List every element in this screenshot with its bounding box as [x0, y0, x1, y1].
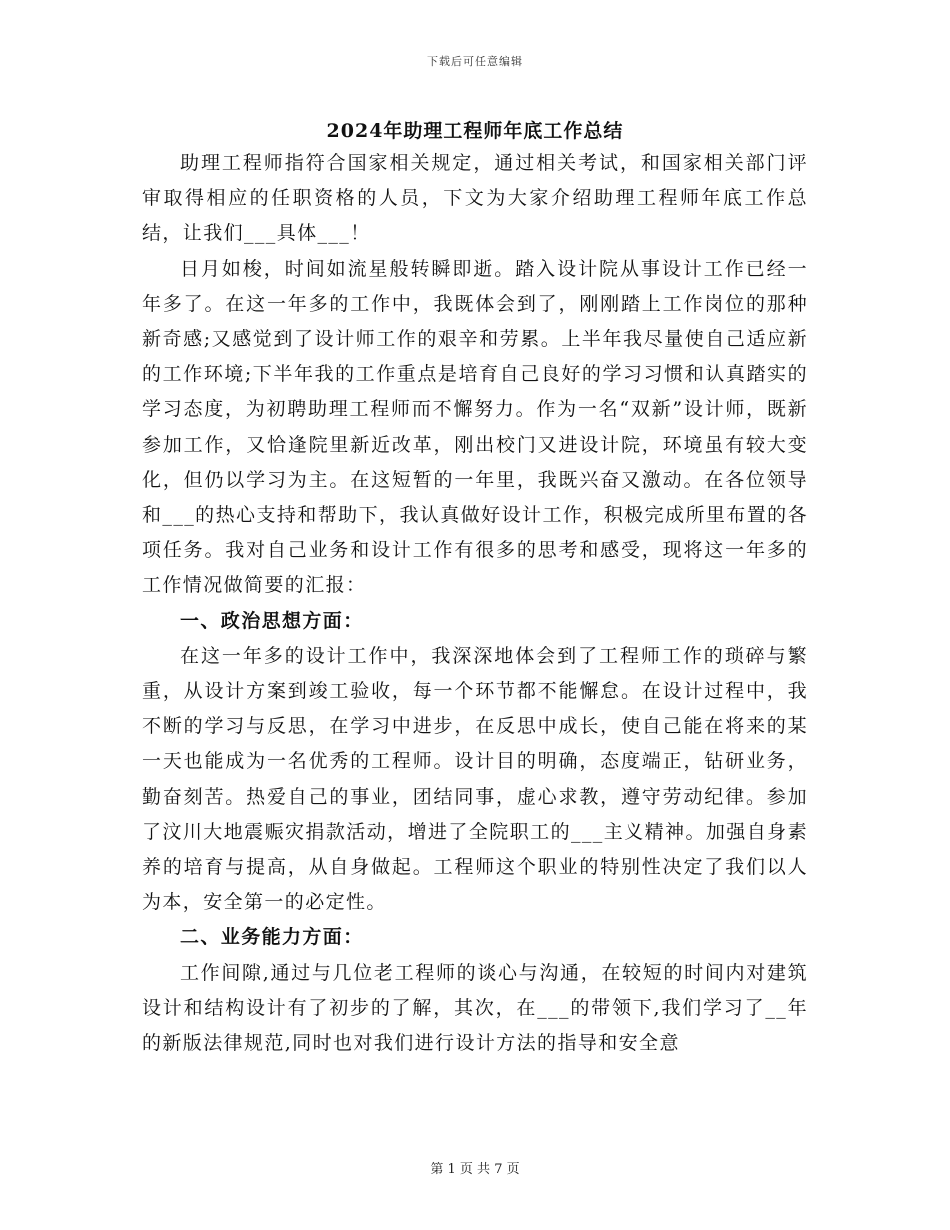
- section-text-business: 工作间隙,通过与几位老工程师的谈心与沟通，在较短的时间内对建筑设计和结构设计有了初步的了解，其次，在___的带领下,我们学习了__年的新版法律规范,同时也对我们进行设计方法的指导和安全意: [142, 961, 808, 1055]
- section-heading-business: 二、业务能力方面：: [180, 926, 364, 949]
- document-body: [142, 146, 808, 1061]
- summary-paragraph: 日月如梭，时间如流星般转瞬即逝。踏入设计院从事设计工作已经一年多了。在这一年多的工作中，我既体会到了，刚刚踏上工作岗位的那种新奇感;又感觉到了设计师工作的艰辛和劳累。上半年我尽量使自己适应新的工作环境;下半年我的工作重点是培育自己良好的学习习惯和认真踏实的学习态度，为初聘助理工程师而不懈努力。作为一名“双新”设计师，既新参加工作，又恰逢院里新近改革，刚出校门又进设计院，环境虽有较大变化，但仍以学习为主。在这短暂的一年里，我既兴奋又激动。在各位领导和___的热心支持和帮助下，我认真做好设计工作，积极完成所里布置的各项任务。我对自己业务和设计工作有很多的思考和感受，现将这一年多的工作情况做简要的汇报：: [142, 257, 808, 597]
- page-number: 第 1 页 共 7 页: [430, 1162, 520, 1177]
- section-heading-political: 一、政治思想方面：: [180, 609, 364, 632]
- document-title: 2024年助理工程师年底工作总结: [326, 120, 624, 142]
- intro-paragraph: 助理工程师指符合国家相关规定，通过相关考试，和国家相关部门评审取得相应的任职资格的人员，下文为大家介绍助理工程师年底工作总结，让我们___具体___！: [142, 152, 808, 245]
- page-header-note: 下载后可任意编辑: [427, 55, 523, 68]
- section-text-political: 在这一年多的设计工作中，我深深地体会到了工程师工作的琐碎与繁重，从设计方案到竣工验收，每一个环节都不能懈怠。在设计过程中，我不断的学习与反思，在学习中进步，在反思中成长，使自己能在将来的某一天也能成为一名优秀的工程师。设计目的明确，态度端正，钻研业务，勤奋刻苦。热爱自己的事业，团结同事，虚心求教，遵守劳动纪律。参加了汶川大地震赈灾捐款活动，增进了全院职工的___主义精神。加强自身素养的培育与提高，从自身做起。工程师这个职业的特别性决定了我们以人为本，安全第一的必定性。: [142, 644, 808, 914]
